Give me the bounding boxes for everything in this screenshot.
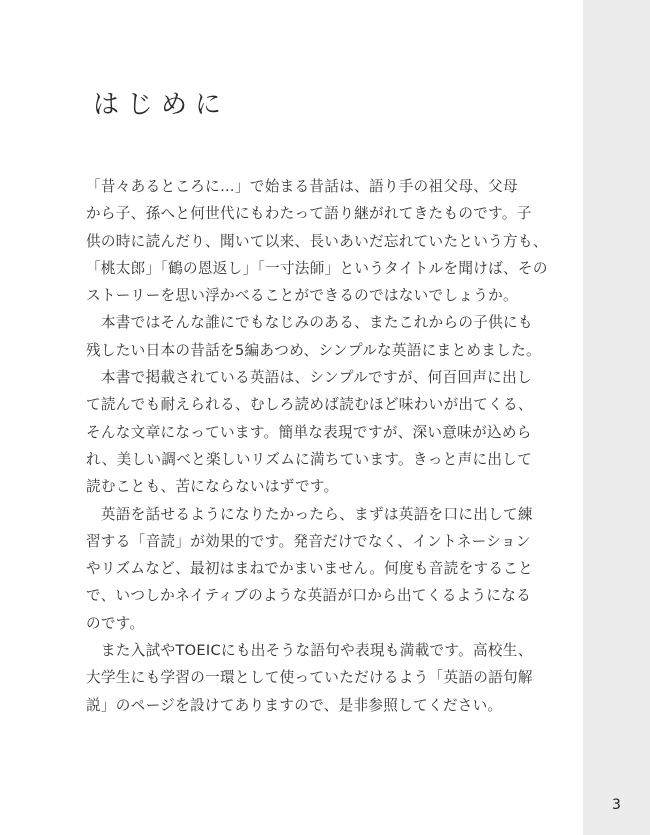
text-line: 英語を話せるようになりたかったら、まずは英語を口に出して練 (86, 505, 533, 523)
page-number: 3 (612, 797, 621, 813)
text-line: 説」のページを設けてありますので、是非参照してください。 (86, 696, 503, 714)
text-line: 大学生にも学習の一環として使っていただけるよう「英語の語句解 (86, 669, 533, 687)
text-line: で、いつしかネイティブのような英語が口から出てくるようになる (86, 587, 532, 605)
text-line: れ、美しい調べと楽しいリズムに満ちています。きっと声に出して (86, 450, 533, 468)
text-line: 本書で掲載されている英語は、シンプルですが、何百回声に出し (86, 369, 532, 387)
text-line: そんな文章になっています。簡単な表現ですが、深い意味が込めら (86, 423, 532, 441)
text-line: のです。 (86, 614, 145, 632)
text-line: 「昔々あるところに…」で始まる昔話は、語り手の祖父母、父母 (86, 178, 518, 195)
text-line: 習する「音読」が効果的です。発音だけでなく、イントネーション (86, 532, 531, 550)
page-heading: はじめに (93, 90, 230, 120)
text-line: 読むことも、苦にならないはずです。 (86, 478, 339, 496)
text-line: やリズムなど、最初はまねでかまいません。何度も音読をすること (86, 560, 534, 578)
text-line: 本書ではそんな誰にでもなじみのある、またこれからの子供にも (86, 314, 533, 332)
text-line: 供の時に読んだり、聞いて以来、長いあいだ忘れていたという方も、 (86, 232, 548, 250)
text-line: ストーリーを思い浮かべることができるのではないでしょうか。 (86, 287, 518, 305)
text-line: て読んでも耐えられる、むしろ読めば読むほど味わいが出てくる、 (86, 396, 533, 414)
text-line: から子、孫へと何世代にもわたって語り継がれてきたものです。子 (86, 205, 532, 223)
text-line: 「桃太郎」「鶴の恩返し」「一寸法師」というタイトルを聞けば、その (86, 259, 548, 277)
body-text (86, 173, 566, 719)
page-margin-sidebar (583, 0, 650, 835)
text-line: 残したい日本の昔話を5編あつめ、シンプルな英語にまとめました。 (86, 341, 541, 359)
text-line: また入試やTOEICにも出そうな語句や表現も満載です。高校生、 (86, 642, 533, 660)
